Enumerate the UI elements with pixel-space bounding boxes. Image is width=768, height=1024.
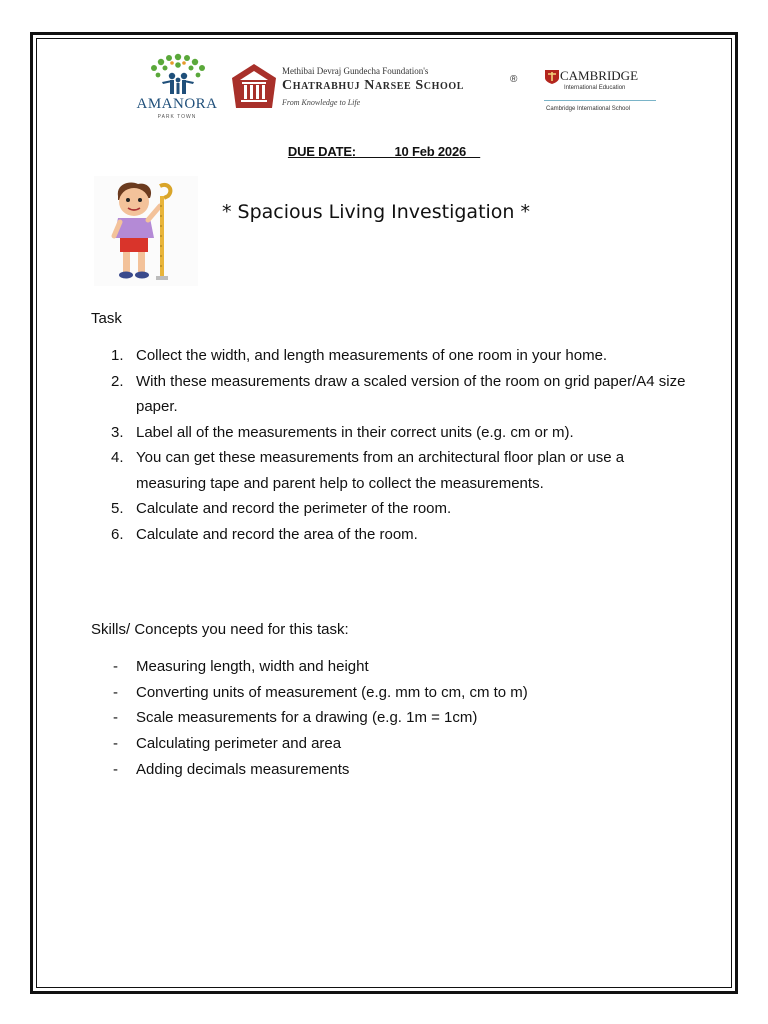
item-number: 6. bbox=[111, 525, 124, 543]
item-text: You can get these measurements from an architectural floor plan or use a measuring tape and parent help to collect the measurements. bbox=[136, 449, 625, 492]
tree-icon bbox=[132, 52, 224, 98]
item-text: Adding decimals measurements bbox=[136, 760, 350, 778]
item-text: Label all of the measurements in their correct units (e.g. cm or m). bbox=[136, 423, 574, 441]
header-logos bbox=[132, 52, 656, 126]
list-item bbox=[106, 420, 686, 446]
item-text: With these measurements draw a scaled version of the room on grid paper/A4 size paper. bbox=[136, 372, 686, 415]
registered-mark: ® bbox=[510, 74, 518, 85]
bullet-dash: - bbox=[113, 683, 118, 701]
school-tagline: From Knowledge to Life bbox=[282, 98, 361, 107]
item-text: Calculate and record the perimeter of the room. bbox=[136, 500, 452, 517]
item-text: Measuring length, width and height bbox=[136, 658, 369, 675]
list-item bbox=[106, 496, 686, 522]
item-text: Calculating perimeter and area bbox=[136, 735, 342, 753]
bullet-dash: - bbox=[113, 709, 118, 727]
item-number: 3. bbox=[111, 423, 124, 441]
list-item bbox=[106, 680, 686, 706]
list-item bbox=[106, 731, 686, 757]
page-title: * Spacious Living Investigation * bbox=[222, 201, 531, 223]
list-item bbox=[106, 343, 686, 369]
list-item bbox=[106, 369, 686, 420]
list-item bbox=[106, 654, 686, 680]
cambridge-subtitle: International Education bbox=[564, 85, 626, 91]
amanora-subtitle: PARK TOWN bbox=[157, 114, 197, 120]
list-item bbox=[106, 522, 686, 548]
cambridge-school: Cambridge International School bbox=[546, 106, 631, 112]
item-number: 2. bbox=[111, 372, 124, 390]
item-number: 5. bbox=[111, 500, 124, 517]
list-item bbox=[106, 757, 686, 783]
kid-measuring-icon bbox=[94, 176, 198, 286]
bullet-dash: - bbox=[113, 760, 118, 778]
skills-list bbox=[106, 654, 686, 783]
cambridge-logo bbox=[544, 68, 656, 120]
school-name: Chatrabhuj Narsee School bbox=[282, 78, 465, 93]
cambridge-divider bbox=[544, 100, 656, 101]
list-item bbox=[106, 705, 686, 731]
bullet-dash: - bbox=[113, 658, 118, 675]
list-item bbox=[106, 445, 686, 496]
school-foundation: Methibai Devraj Gundecha Foundation's bbox=[282, 66, 429, 76]
due-date: DUE DATE: _____10 Feb 2026__ bbox=[287, 144, 481, 159]
school-crest-icon bbox=[230, 62, 278, 112]
item-text: Calculate and record the area of the room. bbox=[136, 525, 418, 543]
item-number: 4. bbox=[111, 449, 124, 466]
kid-measuring-illustration bbox=[94, 176, 198, 286]
amanora-logo bbox=[132, 52, 224, 126]
item-text: Converting units of measurement (e.g. mm to cm, cm to m) bbox=[136, 683, 528, 701]
cambridge-name: CAMBRIDGE bbox=[560, 68, 639, 83]
cambridge-shield-icon bbox=[544, 69, 560, 85]
item-text: Collect the width, and length measurements of one room in your home. bbox=[136, 347, 608, 364]
bullet-dash: - bbox=[113, 735, 118, 753]
task-heading: Task bbox=[91, 310, 122, 327]
amanora-name: AMANORA bbox=[136, 96, 218, 112]
skills-heading: Skills/ Concepts you need for this task: bbox=[91, 621, 349, 638]
item-text: Scale measurements for a drawing (e.g. 1m = 1cm) bbox=[136, 709, 478, 727]
school-logo bbox=[230, 62, 530, 118]
task-list bbox=[106, 343, 686, 547]
item-number: 1. bbox=[111, 347, 124, 364]
